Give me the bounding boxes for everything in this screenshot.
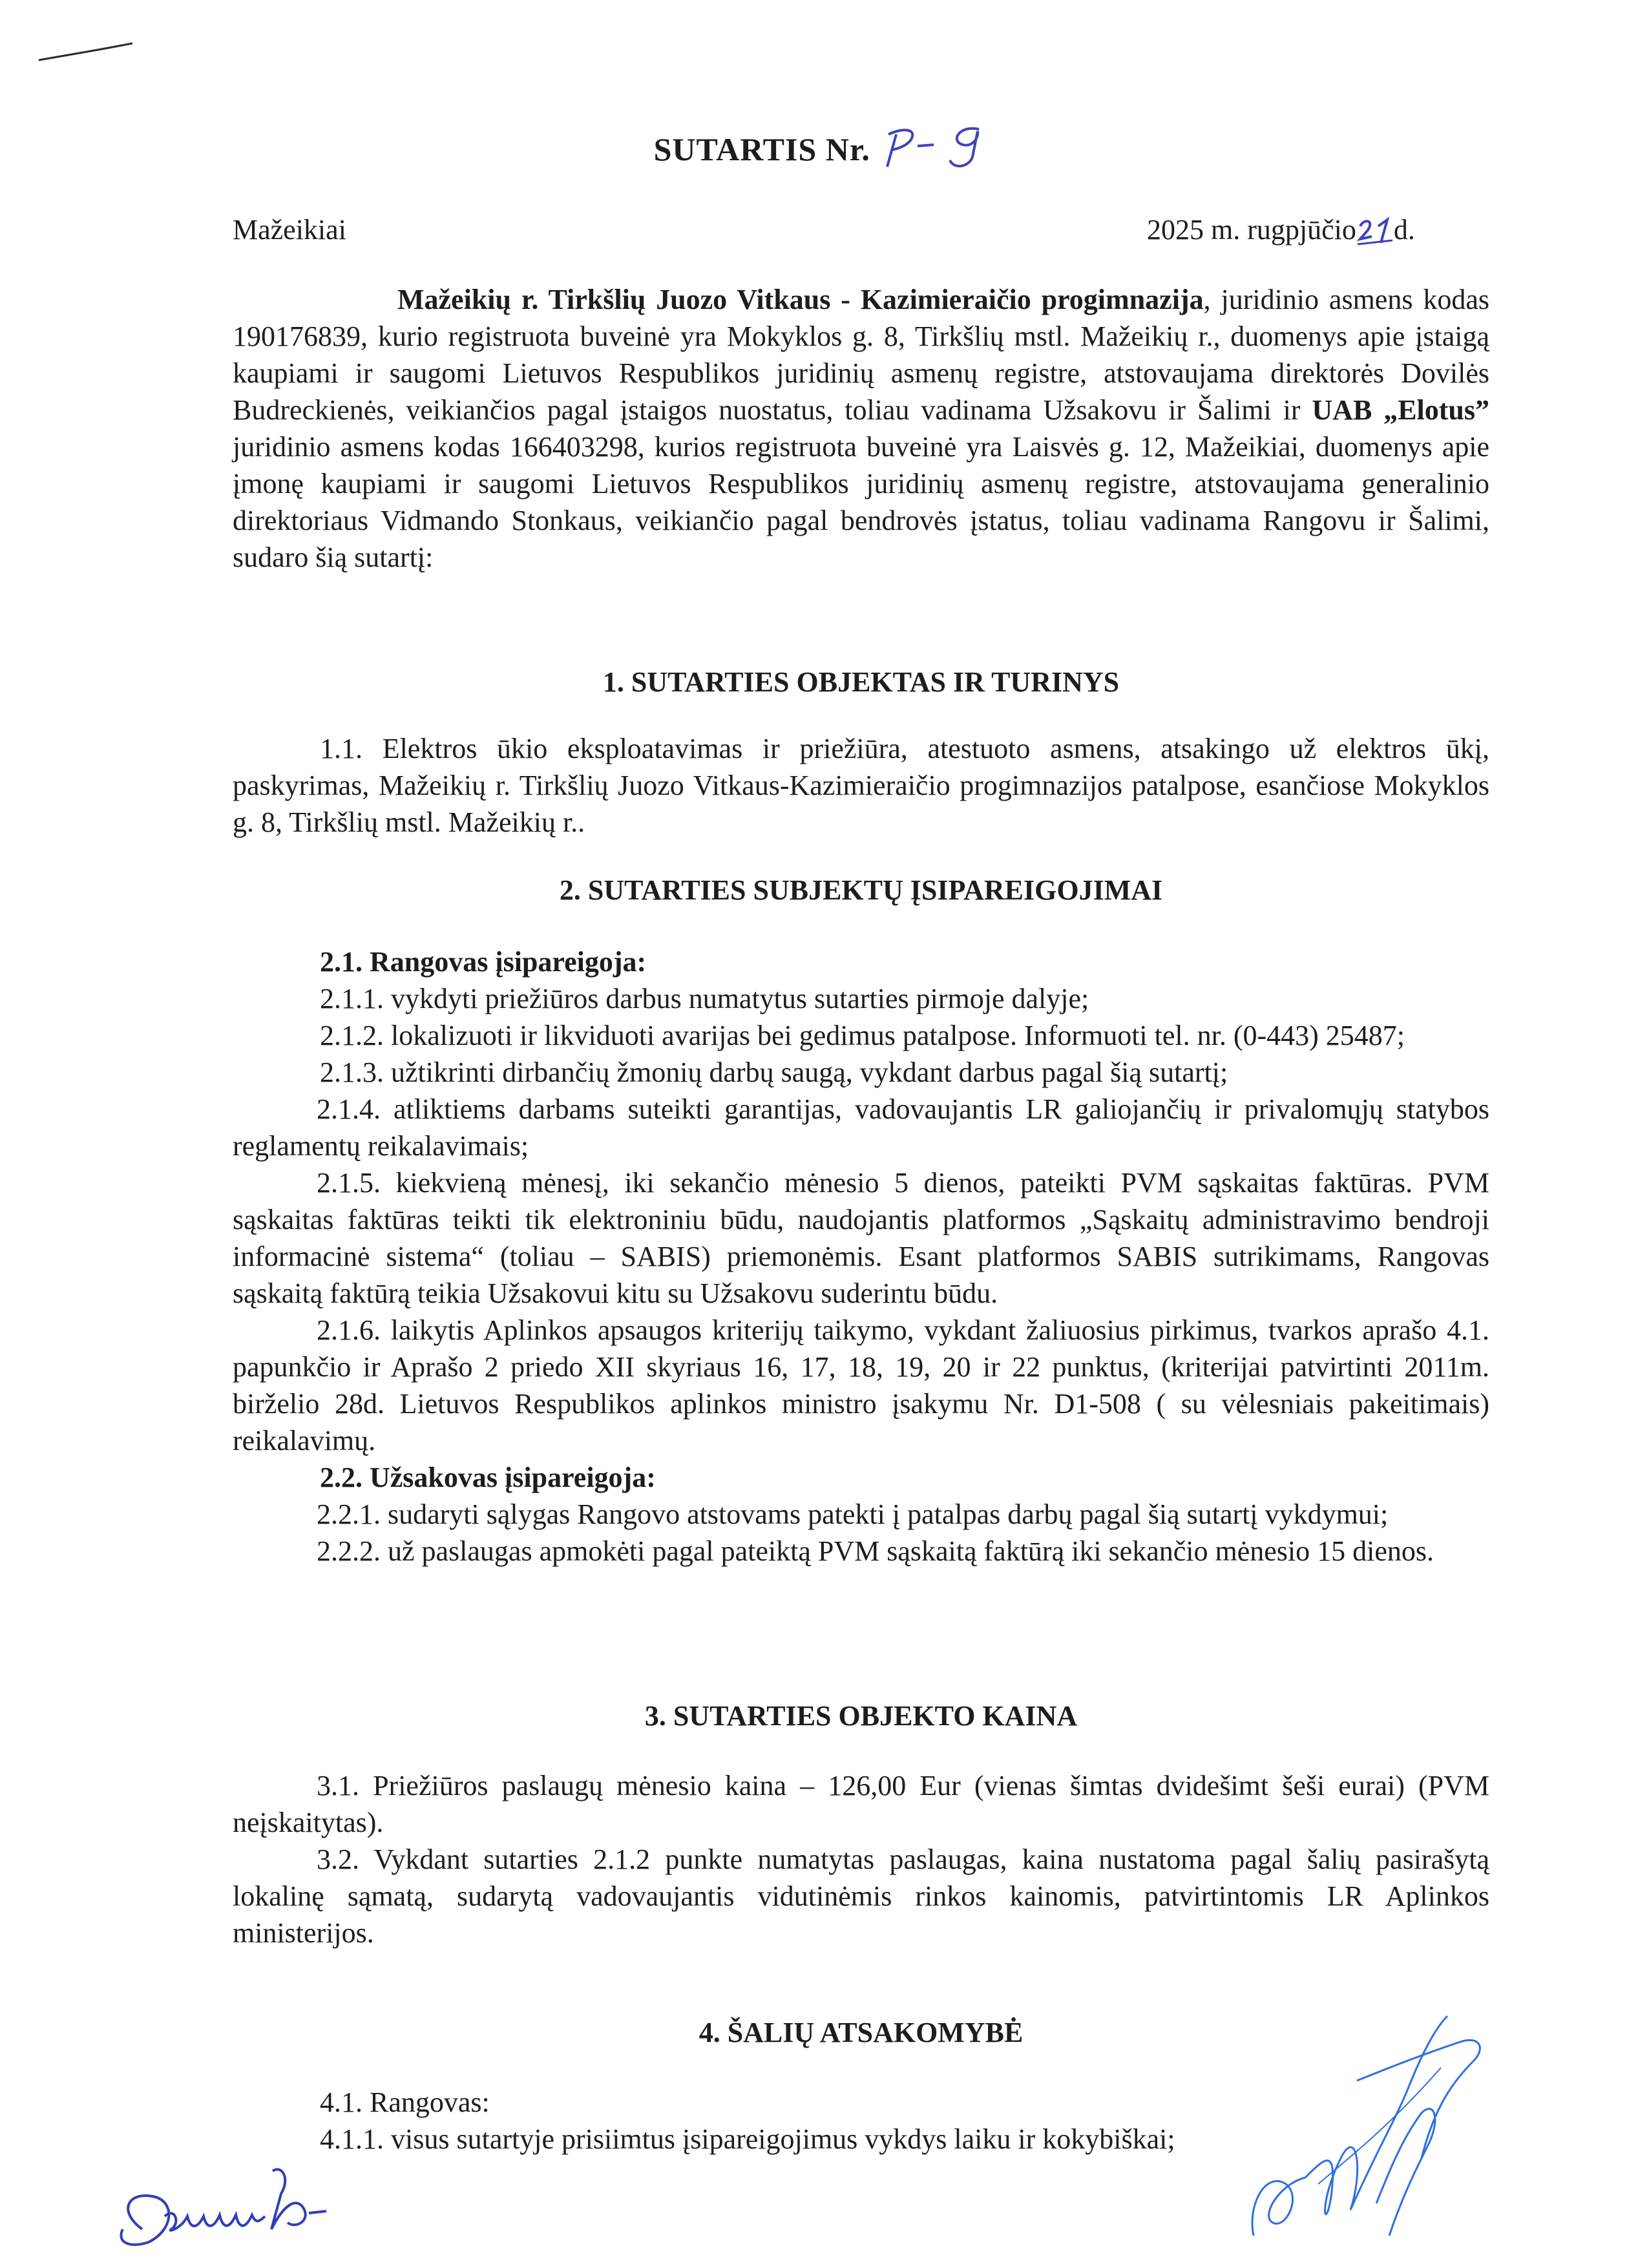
contractor-signature — [1228, 1990, 1499, 2249]
section2-heading: 2. SUTARTIES SUBJEKTŲ ĮSIPAREIGOJIMAI — [559, 874, 1163, 906]
city: Mažeikiai — [233, 214, 346, 246]
paragraph-4-1: 4.1. Rangovas: — [320, 2086, 490, 2118]
paragraph-2-1-6: 2.1.6. laikytis Aplinkos apsaugos kriterijų taikymo, vykdant žaliuosius pirkimus, tvarkos aprašo 4.1. papunkčio ir Aprašo 2 priedo XII skyriaus 16, 17, 18, 19, 20 ir 22 punktus, (kriterijai patvirtinti 2011m. birželio 28d. Lietuvos Respublikos aplinkos ministro įsakymu Nr. D1-508 ( su vėlesniais pakeitimais) reikalavimų. — [233, 1314, 1489, 1456]
section2-body — [233, 943, 1489, 1570]
paragraph-3-1: 3.1. Priežiūros paslaugų mėnesio kaina – 126,00 Eur (vienas šimtas dvidešimt šeši eurai) (PVM neįskaitytas). — [233, 1770, 1489, 1838]
paragraph-1-1: 1.1. Elektros ūkio eksploatavimas ir priežiūra, atestuoto asmens, atsakingo už elektros ūkį, paskyrimas, Mažeikių r. Tirkšlių Juozo Vitkaus-Kazimieraičio progimnazijos patalpose, esančiose Mokyklos g. 8, Tirkšlių mstl. Mažeikių r.. — [233, 733, 1489, 838]
intro-text-1: , juridinio asmens kodas 190176839, kurio registruota buveinė yra Mokyklos g. 8, Tirkšlių mstl. Mažeikių r., duomenys apie įstaigą kaupiami ir saugomi Lietuvos Respublikos juridinių asmenų registre, atstovaujama direktorės Dovilės Budreckienės, veikiančios pagal įstaigos nuostatus, toliau vadinama Užsakovu ir Šalimi ir — [233, 284, 1490, 426]
paragraph-2-2-1: 2.2.1. sudaryti sąlygas Rangovo atstovams patekti į patalpas darbų pagal šią sutartį vykdymui; — [317, 1498, 1389, 1530]
intro-paragraph — [233, 281, 1489, 576]
paragraph-2-1-4: 2.1.4. atliktiems darbams suteikti garantijas, vadovaujantis LR galiojančių ir privalomųjų statybos reglamentų reikalavimais; — [233, 1093, 1489, 1162]
paragraph-2-1-5: 2.1.5. kiekvieną mėnesį, iki sekančio mėnesio 5 dienos, pateikti PVM sąskaitas faktūras. PVM sąskaitas faktūras teikti tik elektroniniu būdu, naudojantis platformos „Sąskaitų administravimo bendroji informacinė sistema“ (toliau – SABIS) priemonėmis. Esant platformos SABIS sutrikimams, Rangovas sąskaitą faktūrą teikia Užsakovui kitu su Užsakovu suderintu būdu. — [233, 1167, 1489, 1309]
document-title-line — [0, 121, 1649, 173]
paragraph-2-1-1: 2.1.1. vykdyti priežiūros darbus numatytus sutarties pirmoje dalyje; — [320, 983, 1089, 1014]
paragraph-2-1-3: 2.1.3. užtikrinti dirbančių žmonių darbų saugą, vykdant darbus pagal šią sutartį; — [320, 1056, 1228, 1088]
party2-name: UAB „Elotus” — [1312, 394, 1490, 426]
party1-name: Mažeikių r. Tirkšlių Juozo Vitkaus - Kazimieraičio progimnazija — [397, 284, 1204, 315]
handwritten-date-day — [1356, 213, 1394, 247]
date-line — [1147, 213, 1415, 247]
pen-stroke-mark — [36, 36, 139, 68]
paragraph-3-2: 3.2. Vykdant sutarties 2.1.2 punkte numatytas paslaugas, kaina nustatoma pagal šalių pasirašytą lokalinę sąmatą, sudarytą vadovaujantis vidutinėmis rinkos kainomis, patvirtintomis LR Aplinkos ministerijos. — [233, 1843, 1489, 1949]
customer-signature — [103, 2132, 439, 2262]
section1-heading: 1. SUTARTIES OBJEKTAS IR TURINYS — [602, 666, 1120, 698]
subheading-2-1: 2.1. Rangovas įsipareigoja: — [320, 946, 647, 978]
date-prefix: 2025 m. rugpjūčio — [1147, 214, 1356, 246]
document-title: SUTARTIS Nr. — [653, 131, 870, 167]
date-suffix: d. — [1393, 214, 1415, 246]
section3-heading: 3. SUTARTIES OBJEKTO KAINA — [644, 1700, 1078, 1732]
paragraph-2-1-2: 2.1.2. lokalizuoti ir likviduoti avarijas bei gedimus patalpose. Informuoti tel. nr. (0-443) 25487; — [320, 1020, 1405, 1051]
section3-body — [233, 1767, 1489, 1951]
handwritten-contract-number — [879, 121, 995, 173]
paragraph-2-2-2: 2.2.2. už paslaugas apmokėti pagal pateiktą PVM sąskaitą faktūrą iki sekančio mėnesio 15 dienos. — [317, 1535, 1434, 1567]
intro-text-2: juridinio asmens kodas 166403298, kurios registruota buveinė yra Laisvės g. 12, Mažeikiai, duomenys apie įmonę kaupiami ir saugomi Lietuvos Respublikos juridinių asmenų registre, atstovaujama generalinio direktoriaus Vidmando Stonkaus, veikiančio pagal bendrovės įstatus, toliau vadinama Rangovu ir Šalimi, sudaro šią sutartį: — [233, 431, 1489, 573]
section4-heading: 4. ŠALIŲ ATSAKOMYBĖ — [698, 2017, 1024, 2048]
paragraph-4-1-1: 4.1.1. visus sutartyje prisiimtus įsipareigojimus vykdys laiku ir kokybiškai; — [320, 2123, 1175, 2155]
subheading-2-2: 2.2. Užsakovas įsipareigoja: — [320, 1462, 656, 1493]
